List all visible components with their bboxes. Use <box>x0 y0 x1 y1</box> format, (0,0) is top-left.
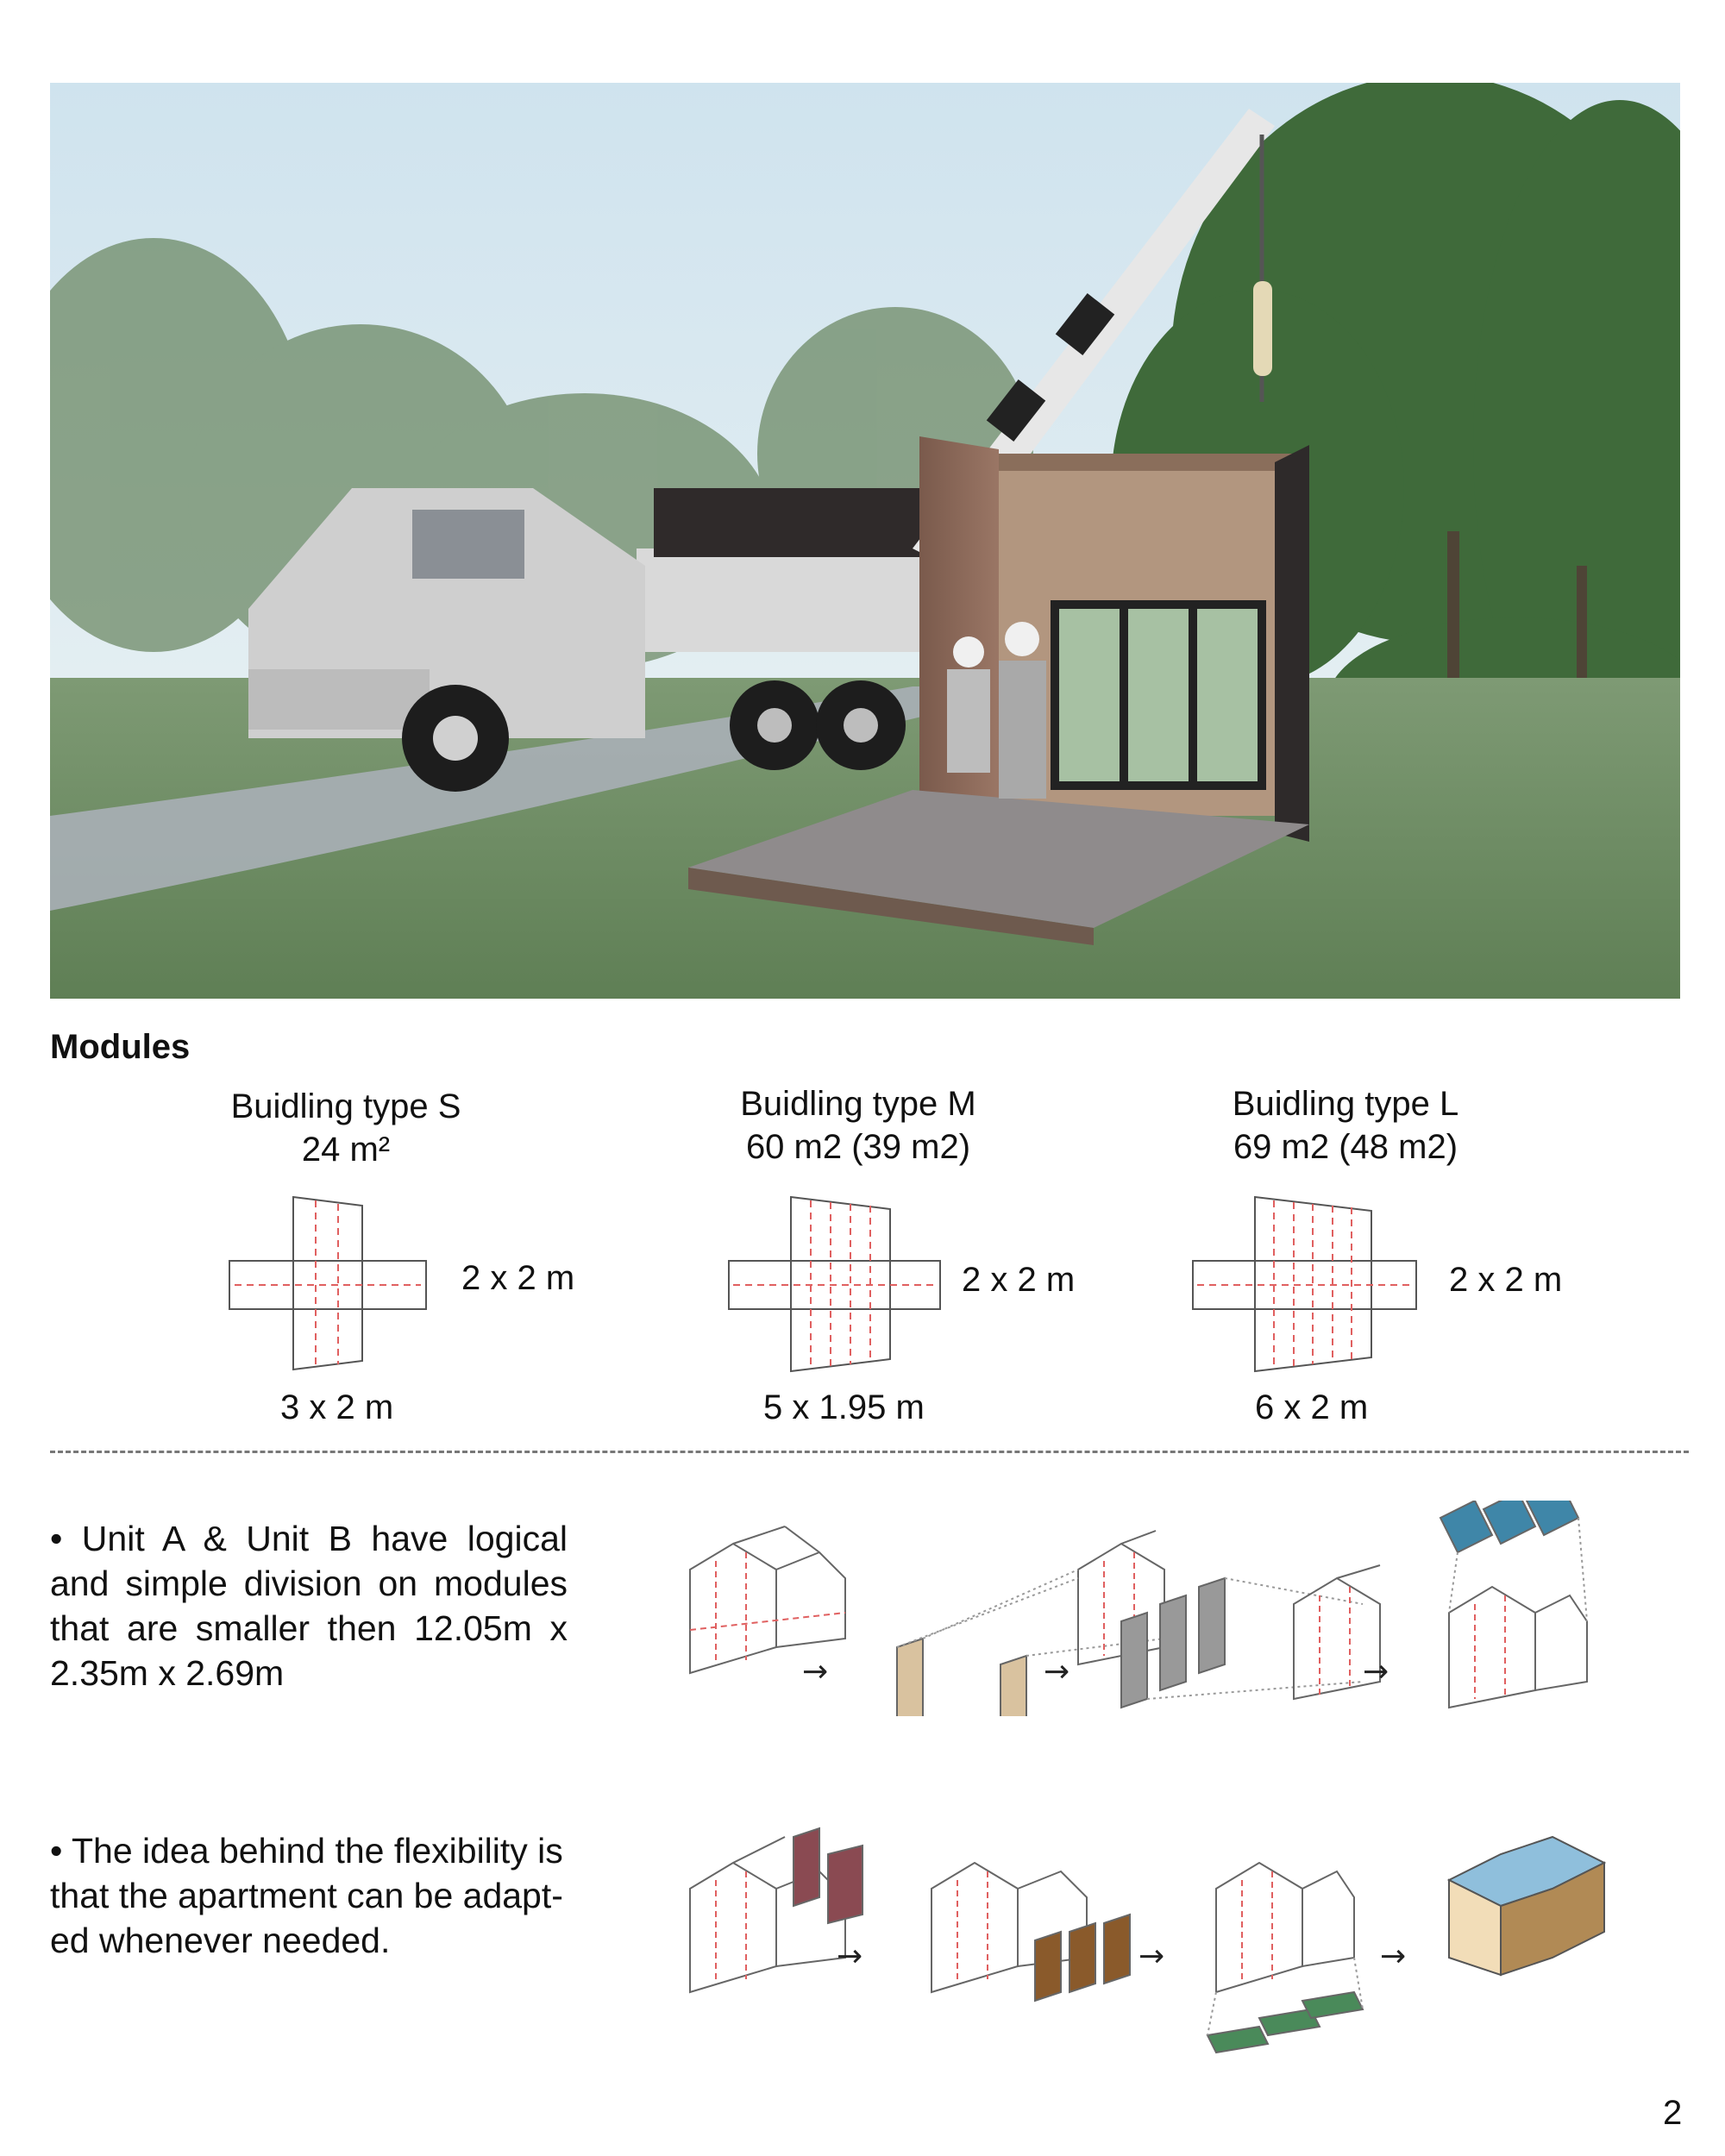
side-module-dimension: 2 x 2 m <box>962 1261 1076 1299</box>
assembly-sequence-row-1 <box>673 1501 1673 1716</box>
section-title: Modules <box>50 1028 191 1066</box>
hero-render-image <box>50 83 1680 999</box>
arrow-glyph: → <box>802 1654 829 1689</box>
house-axonometric-with-solar-panels <box>1440 1501 1587 1708</box>
arrow-glyph: → <box>1380 1939 1407 1974</box>
module-plan-s <box>229 1197 426 1369</box>
building-type-area: 60 m2 (39 m2) <box>745 1128 971 1166</box>
house-axonometric-with-ribbed-panels <box>1121 1565 1380 1708</box>
building-type-title: Buidling type L <box>1232 1085 1459 1123</box>
building-type-area: 24 m² <box>301 1131 391 1169</box>
house-axonometric-finished <box>1449 1837 1604 1975</box>
module-plan-m <box>729 1197 940 1371</box>
building-type-title: Buidling type S <box>230 1087 461 1125</box>
building-type-title: Buidling type M <box>740 1085 976 1123</box>
building-type-area: 69 m2 (48 m2) <box>1233 1128 1458 1166</box>
main-module-dimension: 3 x 2 m <box>280 1388 394 1426</box>
arrow-glyph: → <box>837 1939 863 1974</box>
page-number: 2 <box>1663 2094 1683 2132</box>
flexibility-sequence-row-2 <box>673 1820 1673 2070</box>
house-axonometric-with-wood-panels <box>932 1863 1130 2001</box>
bullet-text-flexibility: • The idea behind the flexibility is that the apartment can be adapt-ed whenever needed. <box>50 1831 563 1960</box>
section-divider <box>50 1451 1689 1453</box>
main-module-dimension: 6 x 2 m <box>1255 1388 1369 1426</box>
house-axonometric <box>690 1526 845 1673</box>
bullet-text-modules: • Unit A & Unit B have logical and simple division on modules that are smaller then 12.05m x 2.35m x 2.69m <box>50 1519 568 1693</box>
arrow-glyph: → <box>1044 1654 1070 1689</box>
module-plan-diagrams <box>0 1181 1725 1388</box>
arrow-glyph: → <box>1363 1654 1389 1689</box>
side-module-dimension: 2 x 2 m <box>461 1259 575 1297</box>
main-module-dimension: 5 x 1.95 m <box>763 1388 925 1426</box>
arrow-glyph: → <box>1138 1939 1165 1974</box>
side-module-dimension: 2 x 2 m <box>1449 1261 1563 1299</box>
house-axonometric-with-green-floor <box>1208 1863 1363 2053</box>
module-plan-l <box>1193 1197 1416 1371</box>
